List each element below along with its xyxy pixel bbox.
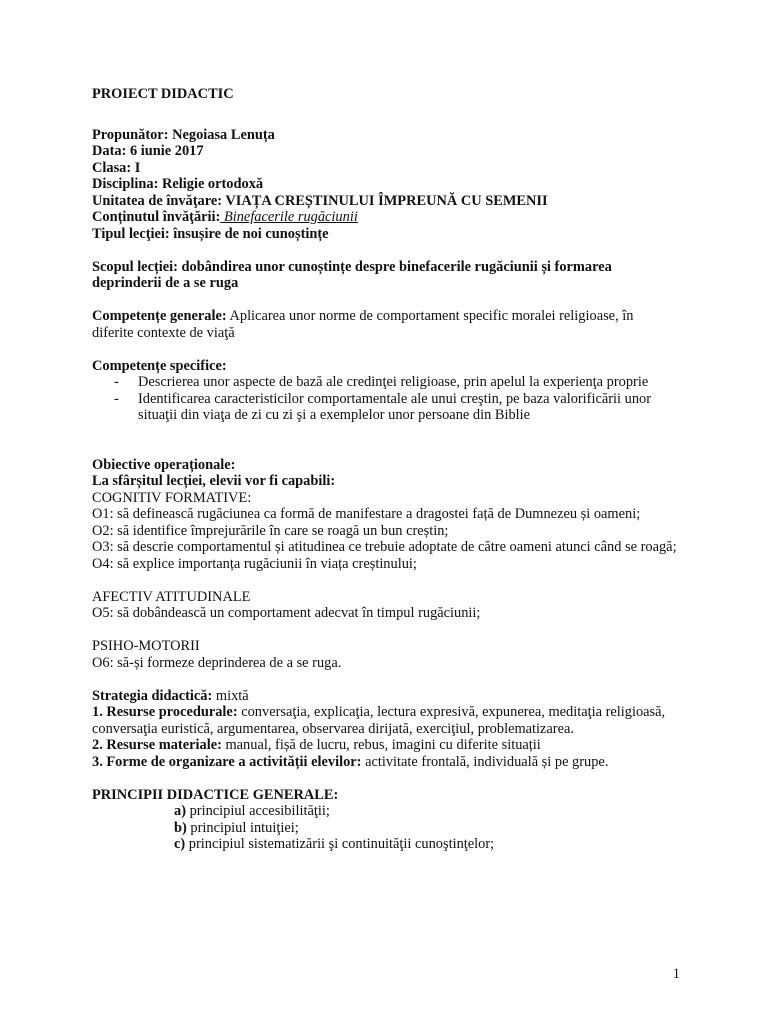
principle-b: b) principiul intuiţiei; (174, 819, 299, 836)
objective-o2: O2: să identifice împrejurările în care se roagă un bun creștin; (92, 522, 449, 539)
meta-proponent: Propunător: Negoiasa Lenuța (92, 126, 275, 143)
objective-o3: O3: să descrie comportamentul și atitudinea ce trebuie adoptate de către oameni atunci când se roagă; (92, 539, 677, 555)
objective-o5: O5: să dobândească un comportament adecvat în timpul rugăciunii; (92, 605, 481, 621)
page-number: 1 (672, 966, 680, 982)
strategy-materials: 2. Resurse materiale: manual, fișă de lucru, rebus, imagini cu diferite situații (92, 737, 541, 753)
objective-o4: O4: să explice importanța rugăciunii în viața creștinului; (92, 555, 417, 572)
strategy-line: Strategia didactică: mixtă (92, 687, 249, 704)
strategy-procedural: 1. Resurse procedurale: conversaţia, explicaţia, lectura expresivă, expunerea, meditaţia religioasă, conversaţia euristică, argumentarea, observarea dirijată, exerciţiul, problematizarea. (92, 704, 666, 737)
meta-block (92, 127, 678, 243)
meta-content: Conținutul învăţării: Binefacerile rugăciunii (92, 209, 358, 225)
meta-unit: Unitatea de învăţare: VIAȚA CREȘTINULUI ÎMPREUNĂ CU SEMENII (92, 192, 548, 209)
objective-o1: O1: să definească rugăciunea ca formă de manifestare a dragostei față de Dumnezeu și oameni; (92, 506, 641, 522)
objective-o6: O6: să-și formeze deprinderea de a se ruga. (92, 654, 342, 671)
general-competences: Competențe generale: Aplicarea unor norme de comportament specific moralei religioase, în diferite contexte de viaţă (92, 308, 634, 341)
specific-competences-heading: Competențe specifice: (92, 357, 227, 374)
objective-group-affective: AFECTIV ATITUDINALE (92, 588, 251, 605)
meta-date: Data: 6 iunie 2017 (92, 143, 204, 159)
principles-heading: PRINCIPII DIDACTICE GENERALE: (92, 786, 339, 803)
principle-c: c) principiul sistematizării şi continuităţii cunoştinţelor; (174, 836, 495, 852)
principle-a: a) principiul accesibilităţii; (174, 803, 330, 819)
meta-lesson-type: Tipul lecţiei: însușire de noi cunoștințe (92, 225, 329, 242)
objectives-heading: Obiective operaționale: (92, 456, 236, 473)
meta-discipline: Disciplina: Religie ortodoxă (92, 176, 264, 192)
objectives-subheading: La sfârșitul lecției, elevii vor fi capabili: (92, 473, 336, 489)
lesson-scope: Scopul lecției: dobândirea unor cunoștințe despre binefacerile rugăciunii și formarea deprinderii de a se ruga (92, 258, 612, 291)
meta-class: Clasa: I (92, 159, 141, 176)
list-item: - Descrierea unor aspecte de bază ale credinţei religioase, prin apelul la experienţa proprie (114, 374, 649, 390)
objective-group-psychomotor: PSIHO-MOTORII (92, 638, 200, 654)
document-title: PROIECT DIDACTIC (92, 86, 234, 102)
list-item: - Identificarea caracteristicilor comportamentale ale unui creştin, pe baza valorificării unor situaţii din viaţa de zi cu zi şi a exemplelor unor persoane din Biblie (114, 390, 652, 423)
specific-competences-list (92, 374, 678, 424)
strategy-organization: 3. Forme de organizare a activității elevilor: activitate frontală, individuală și pe grupe. (92, 753, 609, 770)
document-page (92, 86, 678, 853)
objective-group-cognitive: COGNITIV FORMATIVE: (92, 489, 252, 506)
